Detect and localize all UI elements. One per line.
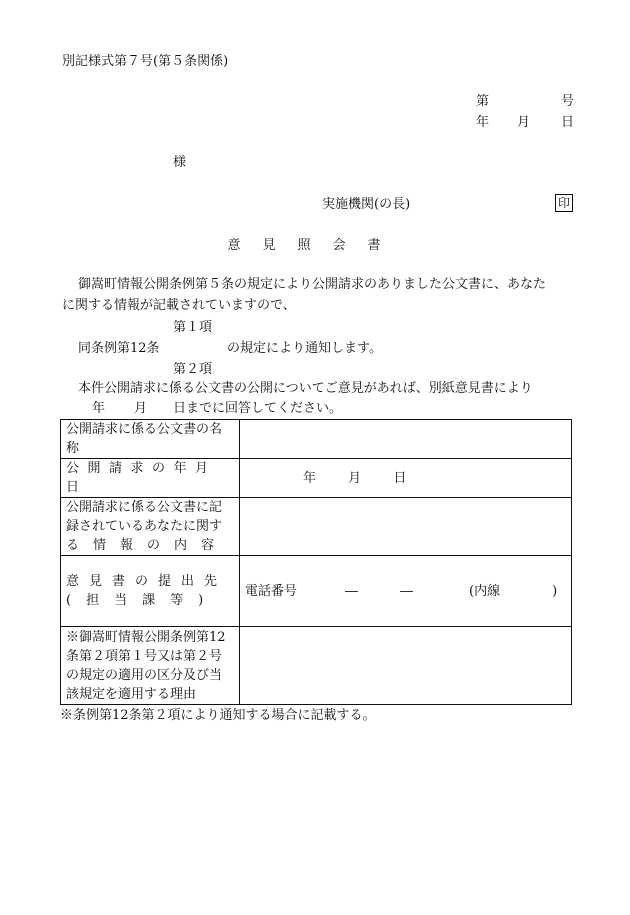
doc-number-prefix: 第 <box>476 94 490 109</box>
row-label-request-date <box>61 459 240 498</box>
phone-label: 電話番号 <box>245 583 298 599</box>
table-row <box>61 420 572 459</box>
table-row <box>61 459 572 498</box>
body-line-4: 本件公開請求に係る公文書の公開についてご意見があれば、別紙意見書により <box>78 381 533 396</box>
row-label-document-name <box>61 420 240 459</box>
deadline-month: 月 <box>134 401 148 416</box>
row-label-line: 意見書の提出先 <box>66 574 228 589</box>
issue-date-month: 月 <box>517 115 531 130</box>
footnote: ※条例第12条第２項により通知する場合に記載する。 <box>60 708 376 723</box>
row-label-line: 条第２項第１号又は第２号 <box>66 648 223 664</box>
body-line-3b: の規定により通知します。 <box>227 341 382 356</box>
row-label-info-content <box>61 498 240 556</box>
request-date-field[interactable] <box>240 459 572 498</box>
row-label-line: の規定の適用の区分及び当 <box>66 667 223 683</box>
reason-field[interactable] <box>240 627 572 705</box>
deadline-year: 年 <box>92 401 106 416</box>
request-date-month: 月 <box>348 470 362 486</box>
body-line-3a: 同条例第12条 <box>78 341 160 356</box>
row-label-submission <box>61 556 240 627</box>
clause-option-1: 第１項 <box>173 320 213 335</box>
phone-dash-1: ― <box>345 583 359 599</box>
row-label-line: 該規定を適用する理由 <box>66 686 197 702</box>
row-label-line: 録されているあなたに関す <box>66 519 223 534</box>
seal-mark: 印 <box>555 194 573 212</box>
phone-dash-2: ― <box>400 583 414 599</box>
row-label-reason <box>61 627 240 705</box>
extension-close: ) <box>552 583 558 599</box>
addressee-suffix: 様 <box>173 155 187 170</box>
issuer-name: 実施機関(の長) <box>322 197 411 212</box>
row-label-text: 公開請求に係る公文書の名称 <box>66 422 223 456</box>
request-date-day: 日 <box>393 470 407 486</box>
row-label-line: ※御嵩町情報公開条例第12 <box>66 629 226 645</box>
row-label-line: (担当課等) <box>66 593 219 608</box>
clause-option-2: 第２項 <box>173 362 213 377</box>
extension-open: (内線 <box>469 583 501 599</box>
body-line-1: 御嵩町情報公開条例第５条の規定により公開請求のありました公文書に、あなた <box>78 277 547 292</box>
issue-date-year: 年 <box>476 115 490 130</box>
inquiry-table <box>60 419 572 705</box>
table-row <box>61 556 572 627</box>
document-title: 意見照会書 <box>227 238 403 253</box>
deadline-rest: 日までに回答してください。 <box>173 401 343 416</box>
row-label-line: る情報の内容 <box>66 538 229 553</box>
row-label-line: 公開請求に係る公文書に記 <box>66 500 223 515</box>
submission-field[interactable] <box>240 556 572 627</box>
issue-date-day: 日 <box>561 115 575 130</box>
info-content-field[interactable] <box>240 498 572 556</box>
request-date-year: 年 <box>303 470 317 486</box>
form-number-label: 別記様式第７号(第５条関係) <box>62 54 229 69</box>
body-line-2: に関する情報が記載されていますので、 <box>62 298 296 313</box>
table-row <box>61 498 572 556</box>
table-row <box>61 627 572 705</box>
row-label-text: 公開請求の年月日 <box>66 461 217 495</box>
doc-number-suffix: 号 <box>561 94 575 109</box>
document-name-field[interactable] <box>240 420 572 459</box>
